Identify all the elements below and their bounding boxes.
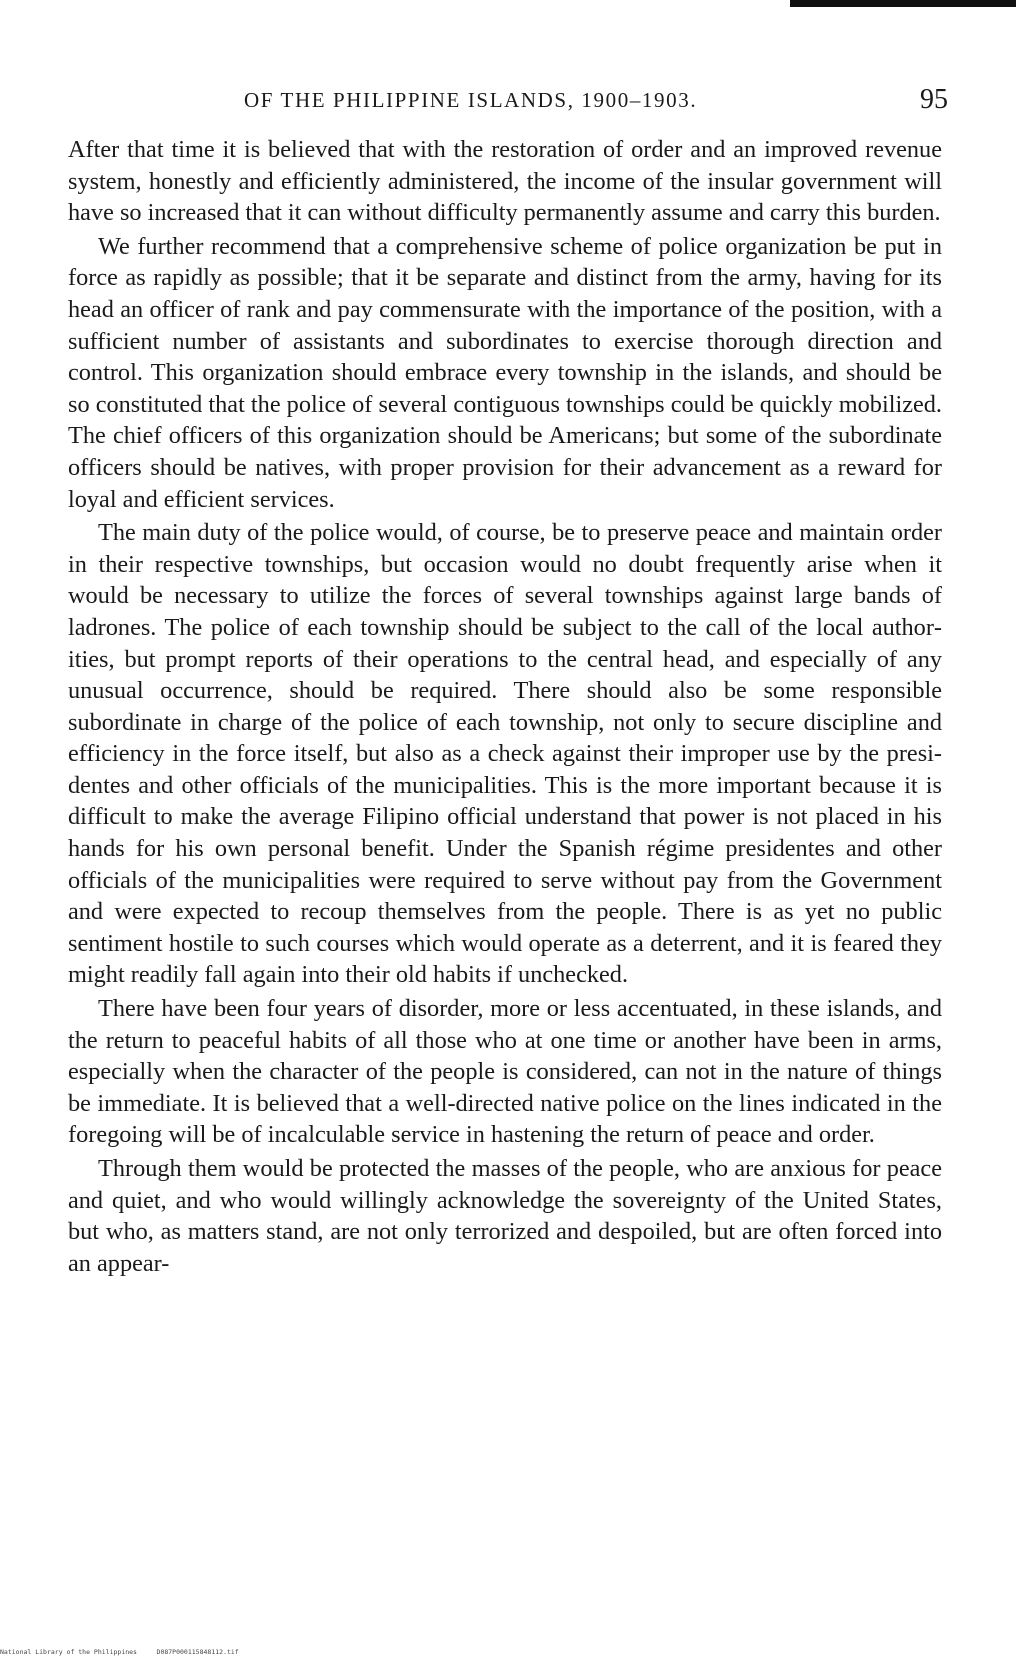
paragraph-2: We further recommend that a comprehensive scheme of police organization be put in force as rapidly as possible; that it be separate and distinct from the army, having for its head an officer of rank and pay commensurate with the importance of the position, with a sufficient number of assistants and subordinates to exercise thorough direction and control. This organization should embrace every township in the islands, and should be so constituted that the police of several contiguous townships could be quickly mobilized. The chief officers of this organization should be Americans; but some of the subordinate officers should be natives, with proper provision for their advancement as a reward for loyal and efficient services. [68, 232, 942, 513]
paragraph-3: The main duty of the police would, of course, be to preserve peace and maintain order in their respective townships, but occasion would no doubt frequently arise when it would be necessary to utilize the forces of several townships against large bands of ladrones. The police of each township should be subject to the call of the local authorities, but prompt reports of their operations to the central head, and especially of any unusual occurrence, should be required. There should also be some responsible subordinate in charge of the police of each township, not only to secure discipline and efficiency in the force itself, but also as a check against their improper use by the presidentes and other officials of the municipalities. This is the more important because it is difficult to make the average Filipino official understand that power is not placed in his hands for his own personal benefit. Under the Spanish régime presidentes and other officials of the municipalities were required to serve without pay from the Government and were expected to recoup themselves from the people. There is as yet no public sentiment hostile to such courses which would operate as a deterrent, and it is feared they might readily fall again into their old habits if unchecked. [68, 519, 942, 989]
page-header [68, 84, 948, 124]
paragraph-5: Through them would be protected the masses of the people, who are anxious for peace and quiet, and who would willingly acknowledge the sovereignty of the United States, but who, as matters stand, are not only terrorized and despoiled, but are often forced into an appear- [68, 1155, 942, 1277]
paragraph-1: After that time it is believed that with the restoration of order and an improved revenue system, honestly and efficiently administered, the income of the insular government will have so increased that it can without difficulty permanently assume and carry this burden. [68, 136, 942, 227]
paragraph-4: There have been four years of disorder, more or less accentuated, in these islands, and the return to peaceful habits of all those who at one time or another have been in arms, especially when the character of the people is considered, can not in the nature of things be immediate. It is believed that a well-directed native police on the lines indicated in the foregoing will be of incalculable service in hastening the return of peace and order. [68, 995, 942, 1149]
scan-footer-note: National Library of the Philippines D087P000115848112.tif [0, 1648, 239, 1656]
body-text [68, 134, 942, 1279]
top-edge-rule [790, 0, 1016, 7]
running-head: OF THE PHILIPPINE ISLANDS, 1900–1903. [244, 88, 698, 112]
page-number: 95 [920, 84, 948, 115]
